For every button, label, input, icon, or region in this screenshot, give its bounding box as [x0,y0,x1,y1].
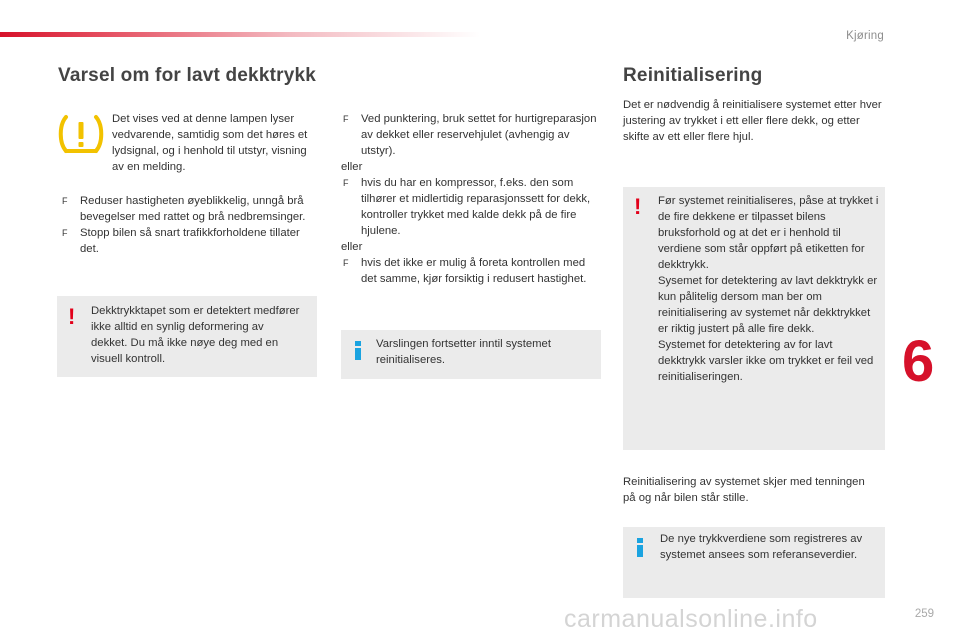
list-item: F Stopp bilen så snart trafikkforholdene tillater det. [62,227,300,255]
section-title-low-pressure: Varsel om for lavt dekktrykk [58,65,317,86]
warning-box-right-text [658,193,880,385]
warning-paragraph: Før systemet reinitialiseres, påse at trykket i de fire dekkene er tilpasset bilens bruksforhold og at det er i henhold til verdiene som står oppført på etiketten for dekktrykk. [658,195,879,271]
or-separator: eller [341,161,363,173]
watermark: carmanualsonline.info [564,605,818,633]
lamp-description: Det vises ved at denne lampen lyser vedvarende, samtidig som det høres et lydsignal, og i henhold til utstyr, visning av en melding. [112,113,308,173]
warning-box-right [623,187,885,450]
info-box-right [623,527,885,598]
section-label: Kjøring [846,30,884,42]
exclamation-icon: ! [634,194,642,219]
warning-box-text: Dekktrykktapet som er detektert medfører ikke alltid en synlig deformering av dekket. Du må ikke nøye deg med en visuell kontroll. [91,305,300,365]
or-separator: eller [341,241,363,253]
left-bullet-list [60,193,315,257]
tire-pressure-warning-icon [56,113,106,155]
info-icon [353,341,363,360]
top-accent-bar [0,32,480,37]
square-bullet-icon: F [343,114,349,124]
info-icon [635,538,645,557]
square-bullet-icon: F [62,196,68,206]
warning-paragraph: Systemet for detektering av for lavt dekktrykk varsler ikke om trykket er feil ved reinitialiseringen. [658,339,874,383]
section-title-reinitialisation: Reinitialisering [623,65,763,86]
warning-paragraph: Sysemet for detektering av lavt dekktrykk er kun pålitelig dersom man ber om reinitialisering av systemet når dekktrykket er riktig justert på alle fire dekk. [658,275,878,335]
exclamation-icon: ! [68,304,76,329]
info-box-middle [341,330,601,379]
list-item: F Reduser hastigheten øyeblikkelig, unngå brå bevegelser med rattet og brå nedbremsinger. [62,195,306,223]
list-item: F hvis det ikke er mulig å foreta kontrollen med det samme, kjør forsiktig i redusert hastighet. [343,257,587,285]
reinit-intro: Det er nødvendig å reinitialisere systemet etter hver justering av trykket i ett eller flere dekk, og etter skifte av ett eller flere hjul. [623,99,882,143]
reinit-outro: Reinitialisering av systemet skjer med tenningen på og når bilen står stille. [623,476,865,504]
list-item: F Ved punktering, bruk settet for hurtigreparasjon av dekket eller reservehjulet (avhengig av utstyr). [343,113,597,157]
page-number: 259 [914,608,934,620]
chapter-number: 6 [902,329,935,394]
square-bullet-icon: F [62,228,68,238]
middle-bullet-list [341,111,601,287]
square-bullet-icon: F [343,258,349,268]
info-box-text: Varslingen fortsetter inntil systemet reinitialiseres. [376,338,551,366]
list-item: F hvis du har en kompressor, f.eks. den som tilhører et midlertidig reparasjonssett for dekk, kontroller trykket med kalde dekk på de fire hjulene. [343,177,591,237]
info-box-right-text: De nye trykkverdiene som registreres av systemet ansees som referanseverdier. [660,533,863,561]
warning-box-left [57,296,317,377]
square-bullet-icon: F [343,178,349,188]
